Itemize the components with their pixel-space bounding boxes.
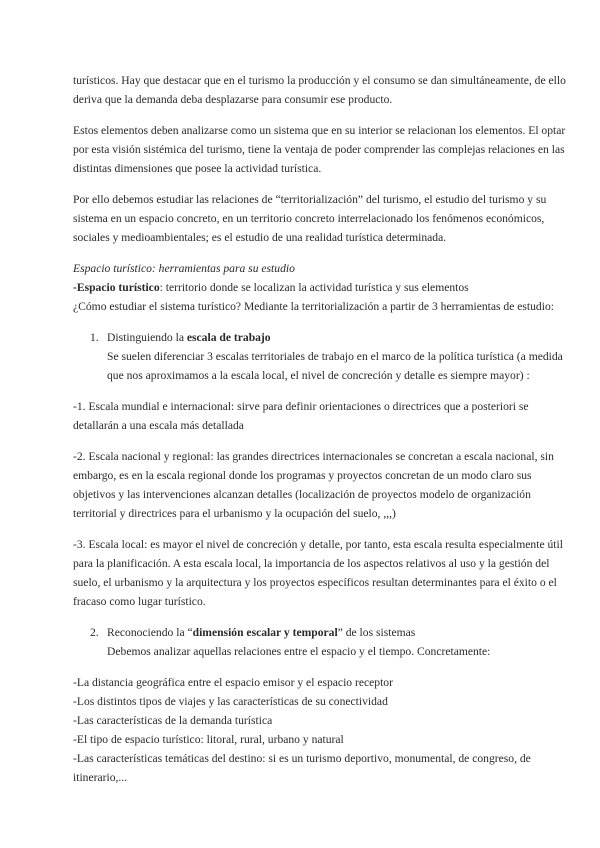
scale-national: -2. Escala nacional y regional: las grandes directrices internacionales se concretan a escala nacional, sin embargo, es en la escala regional donde los programas y proyectos concretan de un modo claro sus objetivos y las intervenciones alcanzan detalles (localización de proyectos modelo de organización territorial y directrices para el urbanismo y la ocupación del suelo, ,,,) [73,450,554,520]
list-item-body: Se suelen diferenciar 3 escalas territoriales de trabajo en el marco de la política turística (a medida que nos aproximamos a la escala local, el nivel de concreción y detalle es siempre mayor) : [107,350,563,382]
list-item-1 [73,328,572,385]
section-heading: Espacio turístico: herramientas para su estudio [73,262,295,275]
list-item-title: Distinguiendo la escala de trabajo [107,331,271,344]
paragraph-territorialization: Por ello debemos estudiar las relaciones de “territorialización” del turismo, el estudio del turismo y su sistema en un espacio concreto, en un territorio concreto interrelacionado los fenómenos económicos, sociales y medioambientales; es el estudio de una realidad turística determinada. [73,193,547,244]
question-line: ¿Cómo estudiar el sistema turístico? Mediante la territorialización a partir de 3 herramientas de estudio: [73,300,554,313]
list-item: -El tipo de espacio turístico: litoral, rural, urbano y natural [73,733,344,746]
list-item: -Las características de la demanda turística [73,714,273,727]
list-item-body: Debemos analizar aquellas relaciones entre el espacio y el tiempo. Concretamente: [107,645,491,658]
list-number: 1. [90,331,99,344]
definition-text: : territorio donde se localizan la actividad turística y sus elementos [159,281,469,294]
list-number: 2. [90,626,99,639]
scale-local: -3. Escala local: es mayor el nivel de concreción y detalle, por tanto, esta escala resulta especialmente útil para la planificación. A esta escala local, la importancia de los aspectos relativos al uso y la gestión del suelo, el urbanismo y la arquitectura y los proyectos específicos resultan determinantes para el éxito o el fracaso como lugar turístico. [73,538,563,608]
definition-term: -Espacio turístico [73,281,160,294]
list-item: -La distancia geográfica entre el espacio emisor y el espacio receptor [73,676,393,689]
list-item-2 [73,623,572,661]
list-item-bold: dimensión escalar y temporal [192,626,338,639]
paragraph-intro: turísticos. Hay que destacar que en el turismo la producción y el consumo se dan simultáneamente, de ello deriva que la demanda deba desplazarse para consumir ese producto. [73,74,566,106]
paragraph-system: Estos elementos deben analizarse como un sistema que en su interior se relacionan los elementos. El optar por esta visión sistémica del turismo, tiene la ventaja de poder comprender las complejas relaciones en las distintas dimensiones que posee la actividad turística. [73,124,566,175]
list-item-title: Reconociendo la “dimensión escalar y temporal” de los sistemas [107,626,416,639]
bullet-list [73,673,572,787]
scale-world: -1. Escala mundial e internacional: sirve para definir orientaciones o directrices que a posteriori se detallarán a una escala más detallada [73,400,529,432]
list-item: -Los distintos tipos de viajes y las características de su conectividad [73,695,388,708]
list-item-bold: escala de trabajo [186,331,271,344]
definition-line [73,278,572,297]
list-item: -Las características temáticas del destino: si es un turismo deportivo, monumental, de congreso, de itinerario,... [73,752,531,784]
